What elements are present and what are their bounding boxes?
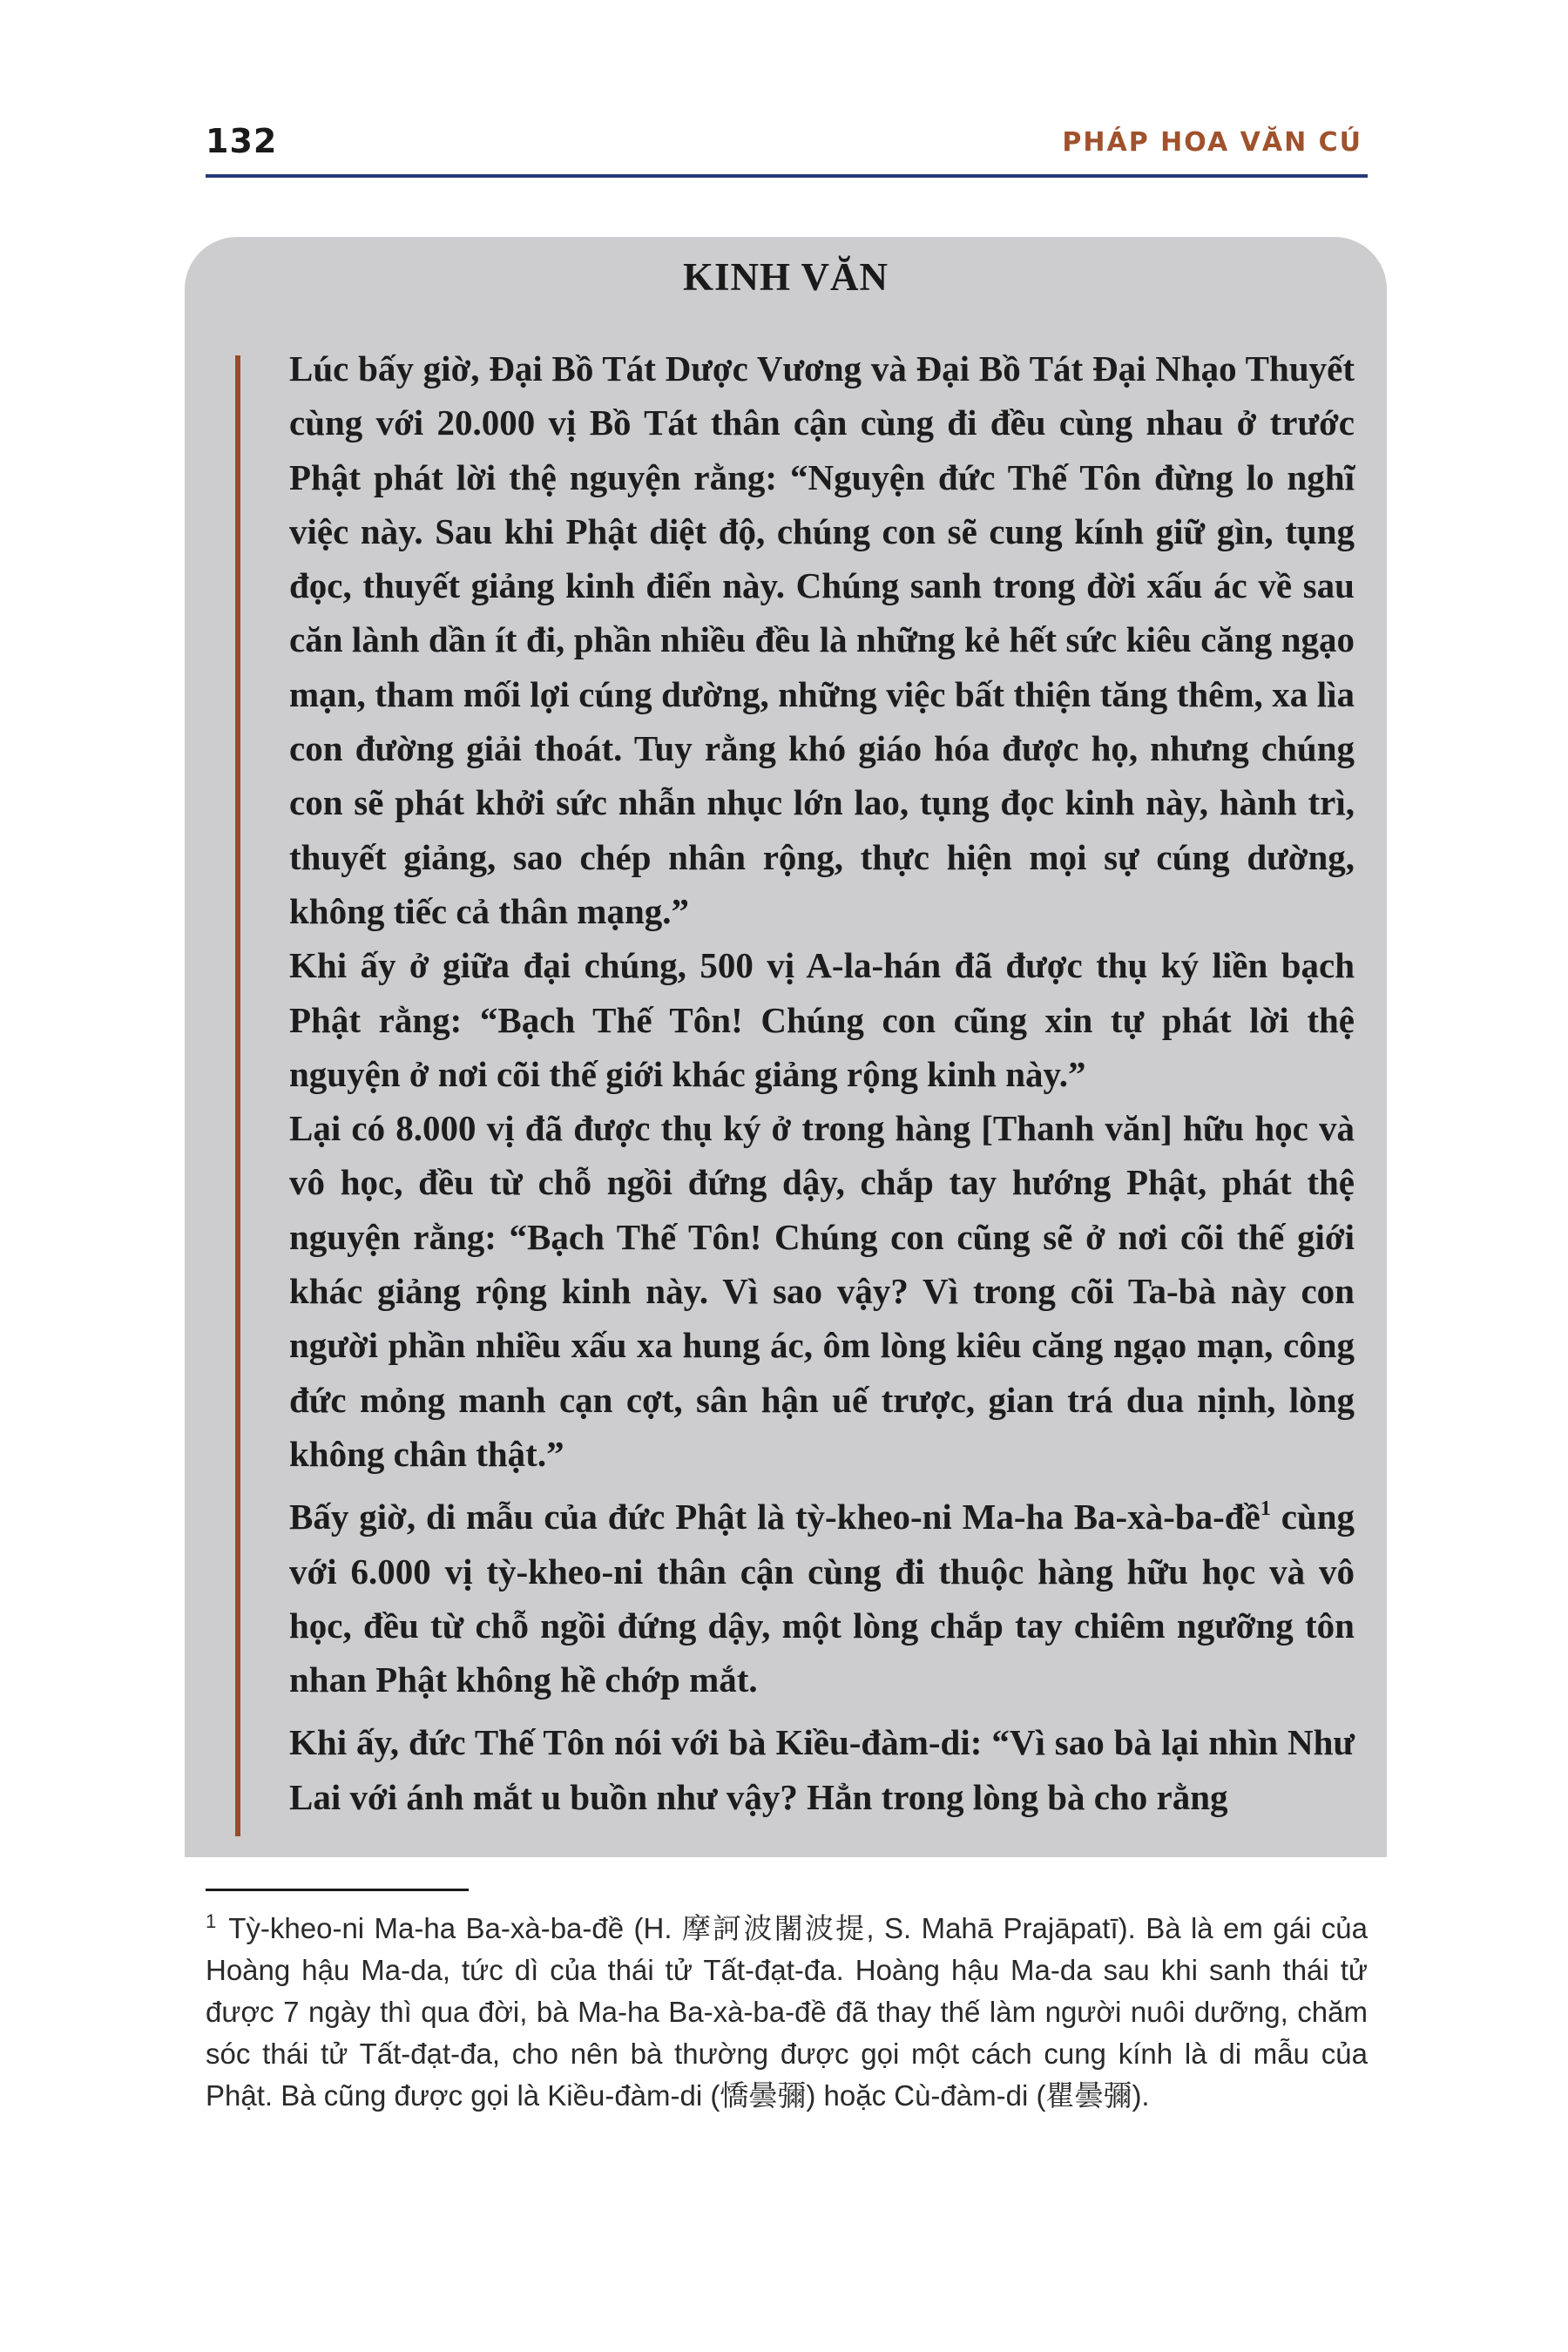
footnote-reference[interactable]: 1 [1260,1497,1271,1521]
scripture-paragraph: Khi ấy, đức Thế Tôn nói với bà Kiều-đàm-di: “Vì sao bà lại nhìn Như Lai với ánh mắt u buồn như vậy? Hẳn trong lòng bà cho rằng [289,1722,1355,1817]
scripture-paragraph-continuation: cùng với 6.000 vị tỳ-kheo-ni thân cận cùng đi thuộc hàng hữu học và vô học, đều từ chỗ ngồi đứng dậy, một lòng chắp tay chiêm ngưỡng tôn nhan Phật không hề chớp mắt. [289,1497,1355,1700]
scripture-paragraph: Lúc bấy giờ, Đại Bồ Tát Dược Vương và Đại Bồ Tát Đại Nhạo Thuyết cùng với 20.000 vị Bồ Tát thân cận cùng đi đều cùng nhau ở trước Phật phát lời thệ nguyện rằng: “Nguyện đức Thế Tôn đừng lo nghĩ việc này. Sau khi Phật diệt độ, chúng con sẽ cung kính giữ gìn, tụng đọc, thuyết giảng kinh điển này. Chúng sanh trong đời xấu ác về sau căn lành dần ít đi, phần nhiều đều là những kẻ hết sức kiêu căng ngạo mạn, tham mối lợi cúng dường, những việc bất thiện tăng thêm, xa lìa con đường giải thoát. Tuy rằng khó giáo hóa được họ, nhưng chúng con sẽ phát khởi sức nhẫn nhục lớn lao, tụng đọc kinh này, hành trì, thuyết giảng, sao chép nhân rộng, thực hiện mọi sự cúng dường, không tiếc cả thân mạng.” [289,348,1355,931]
scripture-box [185,237,1387,1857]
scripture-paragraph: Khi ấy ở giữa đại chúng, 500 vị A-la-hán đã được thụ ký liền bạch Phật rằng: “Bạch Thế Tôn! Chúng con cũng xin tự phát lời thệ nguyện ở nơi cõi thế giới khác giảng rộng kinh này.” [289,945,1355,1094]
header-rule [206,174,1368,178]
scripture-paragraph-start: Bấy giờ, di mẫu của đức Phật là tỳ-kheo-ni Ma-ha Ba-xà-ba-đề [289,1497,1260,1538]
footnote-marker: 1 [206,1910,217,1932]
footnote-rule [206,1889,469,1891]
scripture-paragraph: Lại có 8.000 vị đã được thụ ký ở trong hàng [Thanh văn] hữu học và vô học, đều từ chỗ ngồi đứng dậy, chắp tay hướng Phật, phát thệ nguyện rằng: “Bạch Thế Tôn! Chúng con cũng sẽ ở nơi cõi thế giới khác giảng rộng kinh này. Vì sao vậy? Vì trong cõi Ta-bà này con người phần nhiều xấu xa hung ác, ôm lòng kiêu căng ngạo mạn, công đức mỏng manh cạn cợt, sân hận uế trược, gian trá dua nịnh, lòng không chân thật.” [289,1108,1355,1474]
page-number: 132 [206,122,278,160]
scripture-side-bar [235,355,240,1836]
scripture-text [289,341,1355,1824]
scripture-paragraph [289,1490,1355,1707]
scripture-heading: KINH VĂN [683,255,889,299]
footnote-text: Tỳ-kheo-ni Ma-ha Ba-xà-ba-đề (H. 摩訶波闍波提, S. Mahā Prajāpatī). Bà là em gái của Hoàng hậu Ma-da, tức dì của thái tử Tất-đạt-đa. Hoàng hậu Ma-da sau khi sanh thái tử được 7 ngày thì qua đời, bà Ma-ha Ba-xà-ba-đề đã thay thế làm người nuôi dưỡng, chăm sóc thái tử Tất-đạt-đa, cho nên bà thường được gọi một cách cung kính là di mẫu của Phật. Bà cũng được gọi là Kiều-đàm-di (憍曇彌) hoặc Cù-đàm-di (瞿曇彌). [206,1912,1368,2112]
footnote [206,1908,1368,2117]
running-title: PHÁP HOA VĂN CÚ [1062,127,1362,158]
